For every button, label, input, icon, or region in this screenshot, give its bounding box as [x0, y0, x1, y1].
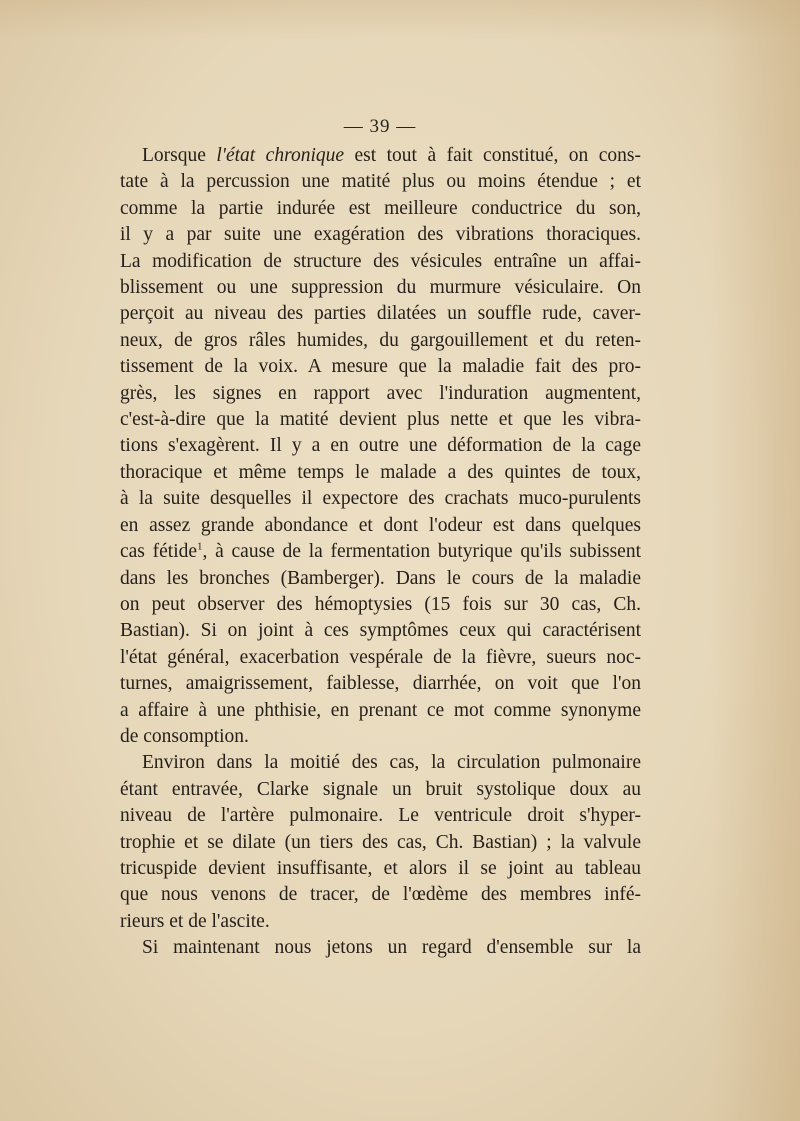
- paragraph-3: [120, 935, 641, 961]
- text-line: Bastian). Si on joint à ces symptômes ceux qui caractérisent: [120, 620, 641, 642]
- text-line: cas fétide$^1$, à cause de la fermentation butyrique qu'ils subissent: [120, 540, 641, 563]
- text-line: c'est-à-dire que la matité devient plus nette et que les vibra-: [120, 409, 641, 431]
- text-line: étant entravée, Clarke signale un bruit systolique doux au: [120, 778, 641, 800]
- italic-term: l'état chronique: [216, 145, 345, 166]
- text-line: de consomption.: [120, 725, 249, 747]
- text-line: thoracique et même temps le malade a des quintes de toux,: [120, 461, 641, 483]
- text-line: en assez grande abondance et dont l'odeur est dans quelques: [120, 514, 641, 536]
- text-line: à la suite desquelles il expectore des crachats muco-purulents: [120, 488, 641, 510]
- text-line: Lorsque l'état chronique est tout à fait constitué, on cons-: [142, 145, 641, 166]
- text-line: a affaire à une phthisie, en prenant ce mot comme synonyme: [120, 699, 641, 721]
- text-line: grès, les signes en rapport avec l'induration augmentent,: [120, 382, 641, 404]
- paragraph-1: [120, 143, 641, 750]
- text-line: comme la partie indurée est meilleure conductrice du son,: [120, 197, 641, 219]
- page-top-shading: [0, 0, 800, 40]
- text-line: perçoit au niveau des parties dilatées un souffle rude, caver-: [120, 303, 641, 325]
- text-line: que nous venons de tracer, de l'œdème des membres infé-: [120, 884, 641, 906]
- text-line: tissement de la voix. A mesure que la maladie fait des pro-: [120, 356, 641, 378]
- text-line: blissement ou une suppression du murmure vésiculaire. On: [120, 277, 641, 299]
- text-line: rieurs et de l'ascite.: [120, 910, 270, 932]
- text-line: l'état général, exacerbation vespérale de la fièvre, sueurs noc-: [120, 646, 641, 668]
- text-line: tions s'exagèrent. Il y a en outre une déformation de la cage: [120, 435, 641, 457]
- text-line: tate à la percussion une matité plus ou moins étendue ; et: [120, 171, 641, 193]
- text-line: on peut observer des hémoptysies (15 fois sur 30 cas, Ch.: [120, 593, 641, 615]
- footnote-marker: 1: [197, 540, 203, 553]
- text-line: turnes, amaigrissement, faiblesse, diarrhée, on voit que l'on: [120, 673, 641, 695]
- text-line: dans les bronches (Bamberger). Dans le cours de la maladie: [120, 567, 641, 589]
- text-line: neux, de gros râles humides, du gargouillement et du reten-: [120, 329, 641, 351]
- text-line: Si maintenant nous jetons un regard d'ensemble sur la: [142, 937, 641, 959]
- text-line: il y a par suite une exagération des vibrations thoraciques.: [120, 224, 641, 246]
- text-line: Environ dans la moitié des cas, la circulation pulmonaire: [142, 752, 641, 774]
- body-text: [120, 143, 641, 962]
- text-line: tricuspide devient insuffisante, et alors il se joint au tableau: [120, 857, 641, 879]
- text-line: niveau de l'artère pulmonaire. Le ventricule droit s'hyper-: [120, 805, 641, 827]
- page-number: — 39 —: [343, 116, 417, 137]
- text-line: trophie et se dilate (un tiers des cas, Ch. Bastian) ; la valvule: [120, 831, 641, 853]
- text-line: La modification de structure des vésicules entraîne un affai-: [120, 250, 641, 272]
- paragraph-2: [120, 750, 641, 935]
- page-edge-shading: [710, 0, 800, 1121]
